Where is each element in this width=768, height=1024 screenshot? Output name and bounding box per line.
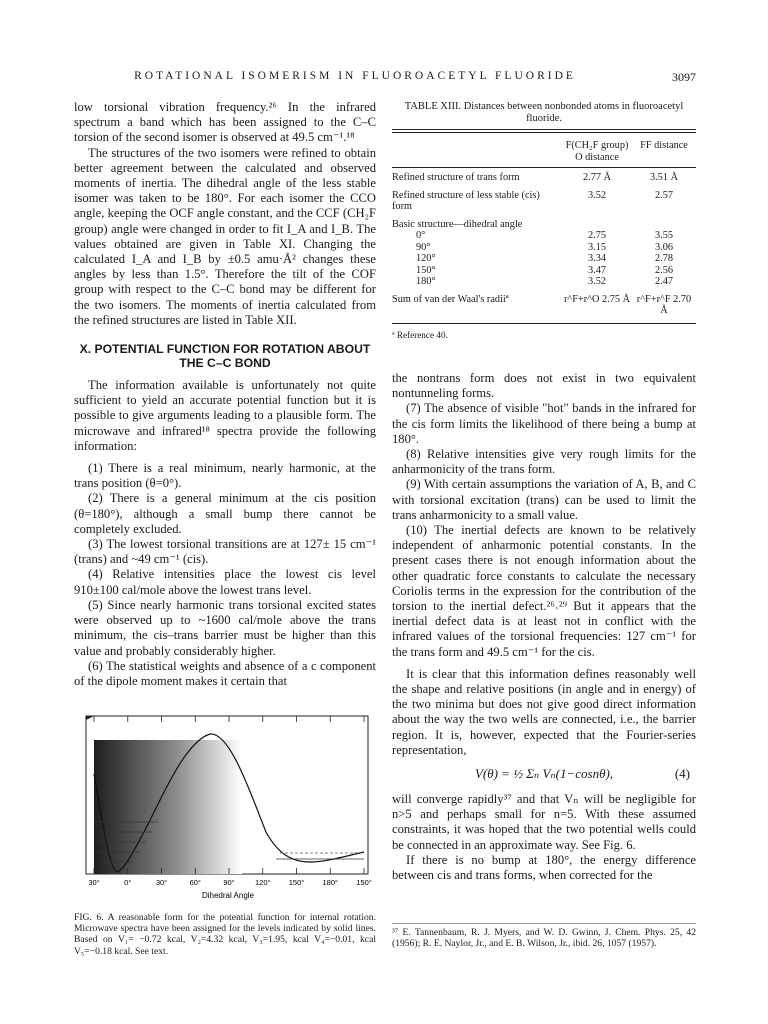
table-row — [392, 213, 696, 231]
paragraph: The structures of the two isomers were refined to obtain better agreement between the calculated and observed moments of inertia. The dihedral angle of the less stable isomer was taken to be 180°. For each isomer the CCO angle, keeping the OCF angle constant, and the CCF (CH₂F group) angle were changed in order to fit I_A and I_B. The values obtained are given in Table XI. Changing the calculated I_A and I_B by ±0.5 amu·Å² changes these angles by less than 1.5°. Therefore the tilt of the COF group with respect to the C–C bond may be different for the two isomers. The moments of inertia calculated from the refined structures are listed in Table XII. — [74, 145, 376, 327]
page-number: 3097 — [672, 70, 696, 84]
table-row — [392, 230, 696, 242]
paragraph: The information available is unfortunately not quite sufficient to yield an accurate potential function but it is possible to give arguments leading to a plausible form. The microwave and infrared¹⁸ spectra provide the following information: — [74, 378, 376, 453]
list-item: (4) Relative intensities place the lowest cis level 910±100 cal/mole above the lowest trans level. — [74, 567, 376, 597]
column-header: FF distance — [640, 140, 688, 151]
table-row — [392, 265, 696, 277]
list-item: (9) With certain assumptions the variation of A, B, and C with torsional excitation (trans) can be used to limit the trans anharmonicity to a small value. — [392, 477, 696, 522]
table-caption-label: TABLE XIII. — [404, 101, 462, 112]
table-cell: 2.57 — [654, 189, 674, 201]
paragraph: It is clear that this information defines reasonably well the shape and relative positions (in angle and in energy) of the two minima but does not give good direct information about the way the two wells are connected, i.e., the barrier region. It is, however, expected that the Fourier-series representation, — [392, 666, 696, 757]
right-column — [392, 371, 696, 883]
table-cell: 3.52 — [587, 276, 607, 287]
table-cell: 3.52 — [587, 189, 607, 201]
running-header — [74, 70, 696, 88]
left-column — [74, 100, 376, 689]
paragraph: If there is no bump at 180°, the energy difference between cis and trans forms, when corrected for the — [392, 852, 696, 883]
row-label: Sum of van der Waal's radiiª — [392, 293, 509, 305]
row-label: 150° — [416, 264, 436, 276]
table-cell: 3.51 Å — [649, 172, 679, 183]
list-item: (3) The lowest torsional transitions are at 127± 15 cm⁻¹ (trans) and ~49 cm⁻¹ (cis). — [74, 537, 376, 567]
table-cell: 2.56 — [654, 264, 674, 276]
corner-marker — [86, 716, 94, 720]
table-cell: 3.34 — [587, 253, 607, 264]
row-label: 90° — [416, 241, 431, 253]
row-label: 0° — [416, 230, 426, 241]
paragraph: low torsional vibration frequency.²⁶ In the infrared spectrum a band which has been assigned to the C–C torsion of the second isomer is observed at 49.5 cm⁻¹.¹⁸ — [74, 100, 376, 145]
x-tick-label: 60° — [189, 878, 201, 887]
potential-function-figure — [80, 712, 372, 902]
table-row — [392, 184, 696, 213]
equation: V(θ) = ½ Σₙ Vₙ(1−cosnθ), — [474, 766, 614, 782]
table-row — [392, 253, 696, 265]
x-axis-label: Dihedral Angle — [201, 891, 255, 900]
table-row — [392, 288, 696, 317]
table-cell: 2.78 — [654, 253, 674, 264]
running-title: ROTATIONAL ISOMERISM IN FLUOROACETYL FLUORIDE — [134, 70, 576, 82]
table-top-rule — [392, 132, 696, 134]
table-cell: 3.55 — [654, 230, 674, 241]
row-label: 120° — [416, 253, 436, 264]
x-tick-label: 90° — [223, 878, 235, 887]
table-cell: 2.47 — [654, 276, 674, 287]
x-tick-label: 30° — [155, 878, 168, 887]
list-item: (1) There is a real minimum, nearly harmonic, at the trans position (θ=0°). — [74, 461, 376, 491]
table-cell — [632, 213, 696, 231]
equation-block — [392, 766, 696, 784]
table-cell: r^F+r^O 2.75 Å — [563, 293, 631, 305]
table-row — [392, 242, 696, 254]
row-label: Refined structure of less stable (cis) form — [392, 189, 540, 212]
table-bottom-rule — [392, 323, 696, 324]
table-cell: 2.77 Å — [582, 172, 612, 183]
x-tick-label: 150° — [356, 878, 372, 887]
x-tick-label: 180° — [322, 878, 339, 887]
table-footnote: ª Reference 40. — [392, 329, 448, 340]
table-caption-text: Distances between nonbonded atoms in fluoroacetyl fluoride. — [463, 101, 684, 124]
list-item: (2) There is a general minimum at the cis position (θ=180°), although a small bump there cannot be completely excluded. — [74, 491, 376, 536]
paragraph: will converge rapidly³⁷ and that Vₙ will be negligible for n>5 and perhaps small for n=5. With these assumed constraints, it was hoped that the two potential wells could be connected in an approximate way. See Fig. 6. — [392, 792, 696, 852]
table-row — [392, 276, 696, 288]
column-header: F(CH₂F group) O distance — [565, 140, 629, 163]
row-label: Basic structure—dihedral angle — [392, 218, 523, 230]
figure-caption: FIG. 6. A reasonable form for the potential function for internal rotation. Microwave spectra have been assigned for the levels indicated by solid lines. Based on V₁= −0.72 kcal, V₂=4.32 kcal, V₃=1.95, kcal V₄=−0.01, kcal V₅=−0.18 kcal. See text. — [74, 912, 376, 957]
table-header-row — [392, 140, 696, 163]
table-cell: 3.06 — [654, 241, 674, 253]
table-row — [392, 168, 696, 184]
x-tick-label: 150° — [288, 878, 305, 887]
list-item: (7) The absence of visible "hot" bands in the infrared for the cis form limits the likelihood of there being a bump at 180°. — [392, 401, 696, 446]
list-item: (5) Since nearly harmonic trans torsional excited states were observed up to ~1600 cal/mole above the trans minimum, the cis–trans barrier must be higher than this value and probably considerably higher. — [74, 597, 376, 658]
table-cell: 3.15 — [587, 241, 607, 253]
table-cell: 3.47 — [587, 264, 607, 276]
reference-footnote: ³⁷ E. Tannenbaum, R. J. Myers, and W. D. Gwinn, J. Chem. Phys. 25, 42 (1956); R. E. Naylor, Jr., and E. B. Wilson, Jr., ibid. 26, 1057 (1957). — [392, 923, 696, 950]
table-cell: 2.75 — [587, 230, 607, 241]
table-caption — [392, 101, 696, 125]
list-item: (8) Relative intensities give very rough limits for the anharmonicity of the trans form. — [392, 447, 696, 477]
table-top-rule — [392, 129, 696, 130]
x-tick-label: 30° — [88, 878, 100, 887]
row-label: Refined structure of trans form — [392, 172, 520, 183]
list-item: (10) The inertial defects are known to be relatively independent of anharmonic potential constants. In the present cases there is not enough information about the other quadratic force constants to calculate the necessary Coriolis terms in the expression for the contribution of the torsion to the inertial defect.²⁶˒²⁹ But it appears that the inertial defect data is at least not in conflict with the infrared values of the torsional frequencies: 127 cm⁻¹ for the trans form and 49.5 cm⁻¹ for the cis. — [392, 523, 696, 659]
table-cell: r^F+r^F 2.70 Å — [636, 293, 692, 316]
table-xiii — [392, 101, 696, 341]
table-cell — [562, 213, 632, 231]
x-tick-label: 120° — [254, 878, 271, 887]
equation-number: (4) — [674, 766, 690, 782]
list-item: (6) The statistical weights and absence of a c component of the dipole moment makes it certain that — [74, 658, 376, 688]
table-body — [392, 140, 696, 317]
x-tick-label: 0° — [124, 878, 132, 887]
shaded-region — [94, 740, 242, 874]
section-title: X. POTENTIAL FUNCTION FOR ROTATION ABOUT THE C–C BOND — [79, 342, 371, 371]
paragraph: the nontrans form does not exist in two equivalent nontunneling forms. — [392, 371, 696, 401]
row-label: 180° — [416, 276, 436, 287]
